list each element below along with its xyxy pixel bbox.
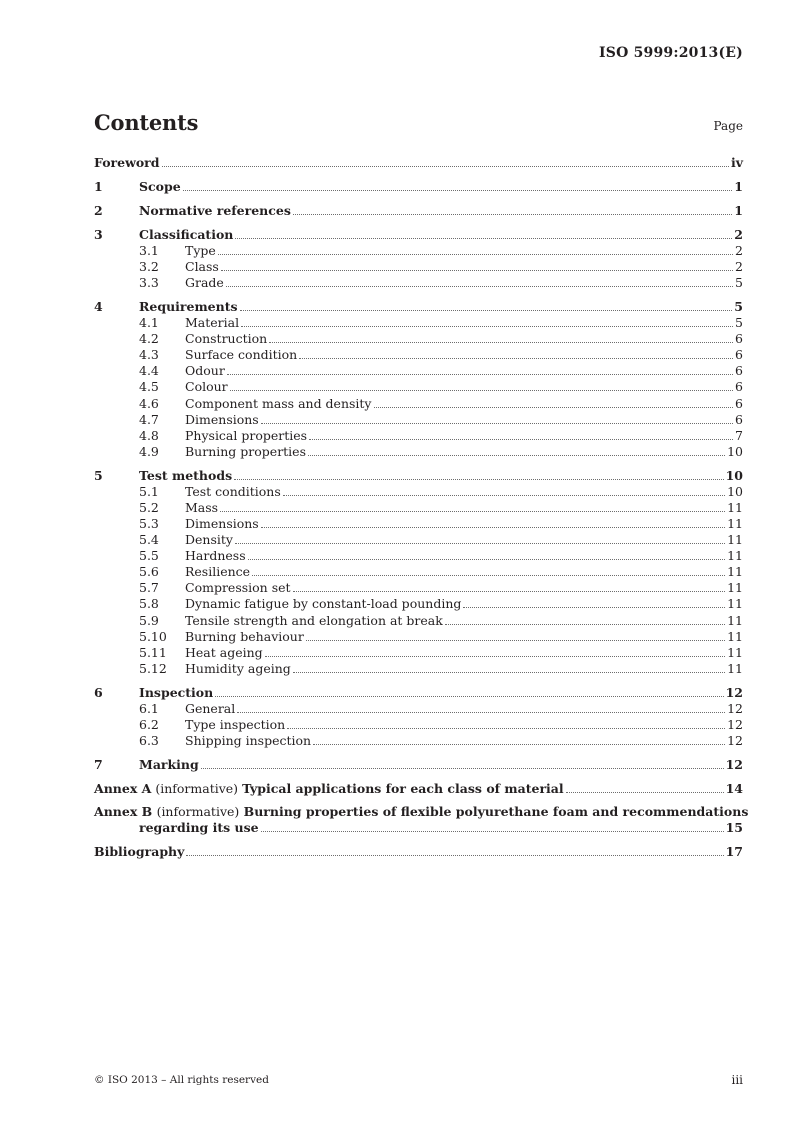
dot-leader <box>265 656 725 657</box>
copyright-notice: © ISO 2013 – All rights reserved <box>94 1074 269 1086</box>
toc-entry-page: iv <box>730 155 743 171</box>
toc-entry-number: 5.5 <box>139 548 159 564</box>
dot-leader <box>261 527 725 528</box>
toc-entry-title: Material <box>185 315 240 331</box>
toc-entry-subsection[interactable] <box>94 395 743 411</box>
toc-entry-number: 5.1 <box>139 483 159 499</box>
toc-entry-title: Resilience <box>185 564 251 580</box>
toc-entry-subsection[interactable] <box>94 331 743 347</box>
dot-leader <box>162 166 729 167</box>
toc-entry-subsection[interactable] <box>94 259 743 275</box>
dot-leader <box>237 712 725 713</box>
toc-entry-page: 12 <box>727 716 743 732</box>
dot-leader <box>287 728 725 729</box>
toc-entry-section[interactable] <box>94 203 743 219</box>
toc-entry-section[interactable] <box>94 685 743 701</box>
dot-leader <box>241 326 733 327</box>
toc-entry-number: 6.1 <box>139 700 159 716</box>
toc-entry-title: Test methods <box>139 467 233 483</box>
toc-entry-number: 6 <box>94 684 103 700</box>
toc-entry-number: 4.4 <box>139 363 159 379</box>
toc-entry-page: 11 <box>727 612 743 628</box>
toc-entry-number: 4 <box>94 298 103 314</box>
toc-entry-number: 4.3 <box>139 347 159 363</box>
toc-entry-title: Compression set <box>185 580 291 596</box>
toc-entry-title: Foreword <box>94 155 160 171</box>
toc-entry-number: 4.1 <box>139 315 159 331</box>
dot-leader <box>293 591 726 592</box>
toc-entry-page: 11 <box>727 580 743 596</box>
table-of-contents <box>94 155 749 860</box>
toc-entry-number: 3 <box>94 226 103 242</box>
dot-leader <box>293 672 725 673</box>
toc-entry-subsection[interactable] <box>94 701 743 717</box>
annex-kind: (informative) <box>156 804 240 820</box>
toc-entry-subsection[interactable] <box>94 532 743 548</box>
toc-entry-title: Odour <box>185 363 225 379</box>
toc-entry-subsection[interactable] <box>94 484 743 500</box>
toc-entry-subsection[interactable] <box>94 275 743 291</box>
toc-entry-page: 6 <box>735 331 743 347</box>
toc-entry-page: 11 <box>727 564 743 580</box>
dot-leader <box>293 214 732 215</box>
toc-entry-title: Heat ageing <box>185 644 263 660</box>
toc-entry-subsection[interactable] <box>94 516 743 532</box>
toc-entry-page: 6 <box>735 411 743 427</box>
toc-entry-subsection[interactable] <box>94 363 743 379</box>
toc-entry-page: 5 <box>735 275 743 291</box>
toc-entry-page: 11 <box>727 628 743 644</box>
annex-title: Burning properties of flexible polyurethane foam and recommendations <box>243 804 749 820</box>
toc-entry-title: Colour <box>185 379 228 395</box>
toc-entry-subsection[interactable] <box>94 412 743 428</box>
toc-entry-number: 3.3 <box>139 275 159 291</box>
toc-entry-page: 11 <box>727 499 743 515</box>
dot-leader <box>186 855 723 856</box>
toc-entry-title: Construction <box>185 331 268 347</box>
toc-entry-page: 12 <box>725 756 743 772</box>
toc-entry-number: 4.8 <box>139 427 159 443</box>
toc-entry-number: 4.9 <box>139 443 159 459</box>
toc-entry-number: 5.9 <box>139 612 159 628</box>
toc-entry-number: 5.7 <box>139 580 159 596</box>
toc-entry-page: 7 <box>735 427 743 443</box>
toc-entry-page: 11 <box>727 644 743 660</box>
toc-entry-page: 5 <box>735 315 743 331</box>
toc-entry-number: 5.4 <box>139 532 159 548</box>
toc-entry-subsection[interactable] <box>94 428 743 444</box>
toc-entry-subsection[interactable] <box>94 564 743 580</box>
dot-leader <box>227 374 733 375</box>
toc-entry-page: 11 <box>727 532 743 548</box>
toc-entry-subsection[interactable] <box>94 733 743 749</box>
toc-entry-page: 1 <box>734 178 743 194</box>
toc-entry-subsection[interactable] <box>94 629 743 645</box>
toc-entry-title: Marking <box>139 756 199 772</box>
toc-entry-title: Dimensions <box>185 515 259 531</box>
toc-entry-subsection[interactable] <box>94 243 743 259</box>
toc-entry-annex[interactable] <box>94 781 743 797</box>
toc-entry-title: Type inspection <box>185 716 286 732</box>
annex-first-line <box>94 804 749 820</box>
toc-entry-number: 5.8 <box>139 596 159 612</box>
toc-entry-page: 2 <box>734 226 743 242</box>
toc-entry-annex[interactable] <box>94 804 749 836</box>
dot-leader <box>261 831 724 832</box>
toc-entry-subsection[interactable] <box>94 717 743 733</box>
toc-entry-number: 5 <box>94 467 103 483</box>
toc-entry-section[interactable] <box>94 299 743 315</box>
dot-leader <box>230 390 733 391</box>
toc-entry-section[interactable] <box>94 227 743 243</box>
dot-leader <box>261 423 733 424</box>
annex-label: Annex A <box>94 780 152 796</box>
toc-entry-page: 15 <box>725 820 743 836</box>
toc-entry-number: 4.7 <box>139 411 159 427</box>
annex-line <box>94 781 743 797</box>
dot-leader <box>226 286 733 287</box>
toc-entry-section[interactable] <box>94 468 743 484</box>
toc-entry-number: 5.10 <box>139 628 167 644</box>
annex-kind: (informative) <box>155 780 239 796</box>
dot-leader <box>269 342 733 343</box>
dot-leader <box>215 696 723 697</box>
dot-leader <box>220 511 725 512</box>
dot-leader <box>463 607 725 608</box>
toc-entry-number: 5.2 <box>139 499 159 515</box>
toc-entry-page: 14 <box>725 780 743 796</box>
toc-entry-number: 4.2 <box>139 331 159 347</box>
toc-entry-page: 1 <box>734 202 743 218</box>
toc-entry-page: 6 <box>735 379 743 395</box>
dot-leader <box>235 238 732 239</box>
toc-entry-title: Scope <box>139 178 181 194</box>
toc-entry-number: 6.2 <box>139 716 159 732</box>
toc-entry-subsection[interactable] <box>94 661 743 677</box>
toc-entry-title: Normative references <box>139 202 291 218</box>
toc-entry-number: 6.3 <box>139 732 159 748</box>
document-id: ISO 5999:2013(E) <box>599 45 743 61</box>
toc-entry-title: Density <box>185 532 233 548</box>
dot-leader <box>235 543 725 544</box>
toc-entry-number: 5.3 <box>139 515 159 531</box>
toc-entry-foreword[interactable] <box>94 155 743 171</box>
toc-entry-title: Burning properties <box>185 443 306 459</box>
toc-entry-title: Humidity ageing <box>185 660 291 676</box>
dot-leader <box>566 792 724 793</box>
dot-leader <box>308 455 725 456</box>
toc-entry-page: 2 <box>735 242 743 258</box>
toc-entry-page: 12 <box>727 732 743 748</box>
annex-second-line <box>94 820 743 836</box>
toc-entry-subsection[interactable] <box>94 612 743 628</box>
toc-entry-page: 5 <box>734 298 743 314</box>
toc-entry-title: Surface condition <box>185 347 298 363</box>
toc-entry-subsection[interactable] <box>94 379 743 395</box>
dot-leader <box>313 744 725 745</box>
dot-leader <box>445 624 725 625</box>
toc-entry-title: Burning behaviour <box>185 628 304 644</box>
toc-entry-number: 1 <box>94 178 103 194</box>
dot-leader <box>252 575 725 576</box>
toc-entry-title: Dimensions <box>185 411 259 427</box>
toc-entry-section[interactable] <box>94 179 743 195</box>
toc-entry-number: 4.5 <box>139 379 159 395</box>
dot-leader <box>234 479 723 480</box>
toc-entry-subsection[interactable] <box>94 645 743 661</box>
toc-entry-subsection[interactable] <box>94 315 743 331</box>
dot-leader <box>309 439 733 440</box>
toc-entry-section[interactable] <box>94 757 743 773</box>
dot-leader <box>183 190 733 191</box>
dot-leader <box>248 559 725 560</box>
toc-entry-page: 12 <box>727 700 743 716</box>
dot-leader <box>201 768 724 769</box>
dot-leader <box>374 407 734 408</box>
toc-entry-title: General <box>185 700 236 716</box>
toc-entry-title: Test conditions <box>185 483 281 499</box>
toc-entry-number: 3.2 <box>139 258 159 274</box>
toc-entry-title: Classification <box>139 226 234 242</box>
toc-entry-page: 6 <box>735 395 743 411</box>
toc-entry-bibliography[interactable] <box>94 844 743 860</box>
toc-entry-page: 6 <box>735 363 743 379</box>
page-column-label: Page <box>713 119 743 133</box>
toc-entry-title: Grade <box>185 275 224 291</box>
annex-title-continued: regarding its use <box>139 820 259 836</box>
dot-leader <box>240 310 733 311</box>
dot-leader <box>299 358 733 359</box>
toc-entry-page: 6 <box>735 347 743 363</box>
toc-entry-title: Dynamic fatigue by constant-load pounding <box>185 596 462 612</box>
toc-entry-subsection[interactable] <box>94 596 743 612</box>
page-title: Contents <box>94 110 199 135</box>
toc-entry-number: 5.6 <box>139 564 159 580</box>
toc-entry-number: 2 <box>94 202 103 218</box>
toc-entry-subsection[interactable] <box>94 580 743 596</box>
toc-entry-title: Component mass and density <box>185 395 372 411</box>
toc-entry-title: Physical properties <box>185 427 308 443</box>
toc-entry-page: 10 <box>725 467 743 483</box>
toc-entry-page: 11 <box>727 660 743 676</box>
toc-entry-subsection[interactable] <box>94 548 743 564</box>
toc-entry-number: 5.12 <box>139 660 167 676</box>
page-number: iii <box>731 1073 743 1087</box>
toc-entry-number: 7 <box>94 756 103 772</box>
toc-entry-page: 11 <box>727 515 743 531</box>
toc-entry-number: 3.1 <box>139 242 159 258</box>
annex-title: Typical applications for each class of material <box>242 780 564 796</box>
toc-entry-title: Inspection <box>139 684 214 700</box>
annex-label: Annex B <box>94 804 153 820</box>
toc-entry-title: Tensile strength and elongation at break <box>185 612 443 628</box>
toc-entry-page: 10 <box>727 483 743 499</box>
toc-entry-page: 10 <box>727 443 743 459</box>
toc-entry-subsection[interactable] <box>94 500 743 516</box>
toc-entry-subsection[interactable] <box>94 444 743 460</box>
dot-leader <box>306 640 725 641</box>
toc-entry-title: Class <box>185 258 219 274</box>
toc-entry-page: 11 <box>727 596 743 612</box>
toc-entry-number: 5.11 <box>139 644 167 660</box>
dot-leader <box>221 270 733 271</box>
toc-entry-title: Shipping inspection <box>185 732 312 748</box>
toc-entry-title: Requirements <box>139 298 238 314</box>
toc-entry-page: 2 <box>735 258 743 274</box>
toc-entry-title: Hardness <box>185 548 246 564</box>
toc-entry-page: 17 <box>725 844 743 860</box>
toc-entry-title: Mass <box>185 499 219 515</box>
toc-entry-number: 4.6 <box>139 395 159 411</box>
toc-entry-page: 11 <box>727 548 743 564</box>
toc-entry-subsection[interactable] <box>94 347 743 363</box>
dot-leader <box>218 254 733 255</box>
toc-entry-page: 12 <box>725 684 743 700</box>
toc-entry-title: Bibliography <box>94 844 185 860</box>
dot-leader <box>283 495 725 496</box>
toc-entry-title: Type <box>185 242 216 258</box>
